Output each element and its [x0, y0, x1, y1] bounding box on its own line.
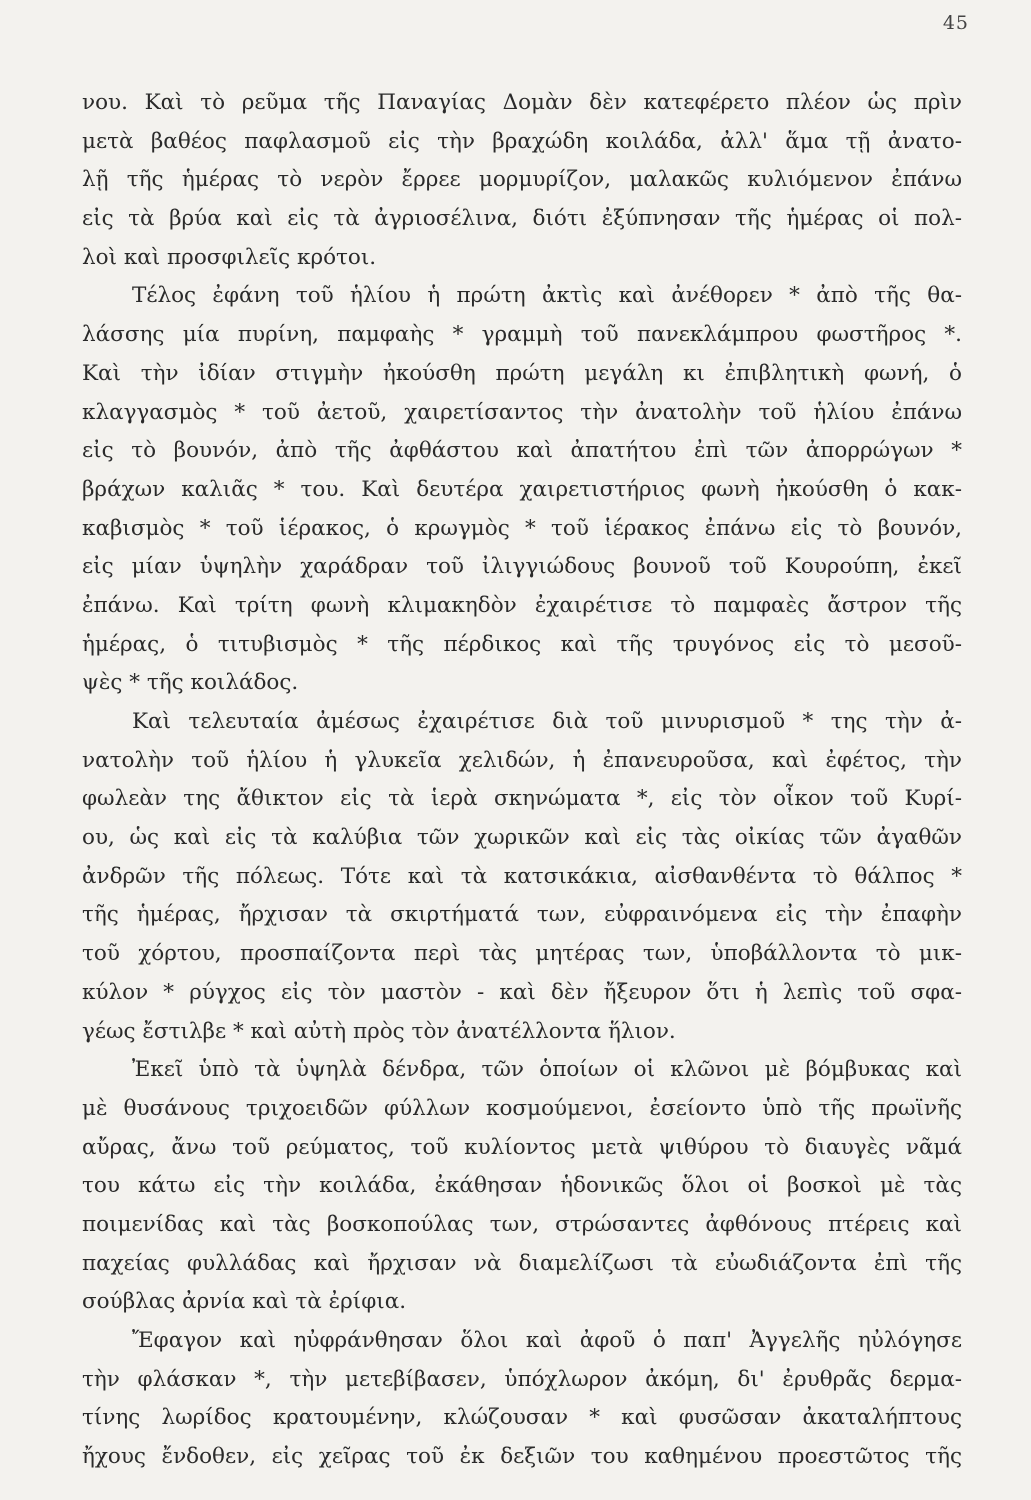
- text-line: γέως ἔστιλβε * καὶ αὐτὴ πρὸς τὸν ἀνατέλλοντα ἥλιον.: [82, 1018, 676, 1044]
- text-line: λῇ τῆς ἡμέρας τὸ νερὸν ἔρρεε μορμυρίζον, μαλακῶς κυλιόμενον ἐπάνω: [82, 167, 962, 193]
- text-line: λοὶ καὶ προσφιλεῖς κρότοι.: [82, 244, 377, 270]
- text-line: ἀνδρῶν τῆς πόλεως. Τότε καὶ τὰ κατσικάκια, αἰσθανθέντα τὸ θάλπος *: [82, 863, 962, 889]
- text-line: ψὲς * τῆς κοιλάδος.: [82, 670, 299, 696]
- text-line: τίνης λωρίδος κρατουμένην, κλώζουσαν * καὶ φυσῶσαν ἀκαταλήπτους: [82, 1405, 962, 1431]
- text-line: κλαγγασμὸς * τοῦ ἀετοῦ, χαιρετίσαντος τὴν ἀνατολὴν τοῦ ἡλίου ἐπάνω: [82, 399, 962, 425]
- text-line: μὲ θυσάνους τριχοειδῶν φύλλων κοσμούμενοι, ἐσείοντο ὑπὸ τῆς πρωϊνῆς: [82, 1095, 962, 1121]
- text-line: παχείας φυλλάδας καὶ ἤρχισαν νὰ διαμελίζωσι τὰ εὐωδιάζοντα ἐπὶ τῆς: [82, 1250, 962, 1276]
- text-line: κύλον * ρύγχος εἰς τὸν μαστὸν - καὶ δὲν ἤξευρον ὅτι ἡ λεπὶς τοῦ σφα-: [82, 979, 962, 1005]
- text-line: Καὶ τὴν ἰδίαν στιγμὴν ἠκούσθη πρώτη μεγάλη κι ἐπιβλητικὴ φωνή, ὁ: [82, 360, 962, 386]
- text-line: τὴν φλάσκαν *, τὴν μετεβίβασεν, ὑπόχλωρον ἀκόμη, δι' ἐρυθρᾶς δερμα-: [82, 1366, 962, 1392]
- body-text: [82, 84, 962, 1477]
- text-line: βράχων καλιᾶς * του. Καὶ δευτέρα χαιρετιστήριος φωνὴ ἠκούσθη ὁ κακ-: [82, 476, 962, 502]
- text-line: τοῦ χόρτου, προσπαίζοντα περὶ τὰς μητέρας των, ὑποβάλλοντα τὸ μικ-: [82, 941, 962, 967]
- text-line: ου, ὡς καὶ εἰς τὰ καλύβια τῶν χωρικῶν καὶ εἰς τὰς οἰκίας τῶν ἀγαθῶν: [82, 825, 962, 851]
- text-line: του κάτω εἰς τὴν κοιλάδα, ἐκάθησαν ἡδονικῶς ὅλοι οἱ βοσκοὶ μὲ τὰς: [82, 1173, 962, 1199]
- text-line: ἤχους ἔνδοθεν, εἰς χεῖρας τοῦ ἐκ δεξιῶν του καθημένου προεστῶτος τῆς: [82, 1444, 962, 1470]
- text-line: νου. Καὶ τὸ ρεῦμα τῆς Παναγίας Δομὰν δὲν κατεφέρετο πλέον ὡς πρὶν: [82, 90, 962, 115]
- text-line: ἡμέρας, ὁ τιτυβισμὸς * τῆς πέρδικος καὶ τῆς τρυγόνος εἰς τὸ μεσοῦ-: [82, 631, 962, 657]
- text-line: Καὶ τελευταία ἀμέσως ἐχαιρέτισε διὰ τοῦ μινυρισμοῦ * της τὴν ἀ-: [132, 709, 962, 734]
- text-line: μετὰ βαθέος παφλασμοῦ εἰς τὴν βραχώδη κοιλάδα, ἀλλ' ἅμα τῇ ἀνατο-: [82, 128, 962, 154]
- text-line: ἐπάνω. Καὶ τρίτη φωνὴ κλιμακηδὸν ἐχαιρέτισε τὸ παμφαὲς ἄστρον τῆς: [82, 592, 962, 618]
- text-line: σούβλας ἀρνία καὶ τὰ ἐρίφια.: [82, 1289, 407, 1315]
- text-line: Ἐκεῖ ὑπὸ τὰ ὑψηλὰ δένδρα, τῶν ὁποίων οἱ κλῶνοι μὲ βόμβυκας καὶ: [132, 1057, 962, 1083]
- text-line: ποιμενίδας καὶ τὰς βοσκοπούλας των, στρώσαντες ἀφθόνους πτέρεις καὶ: [82, 1211, 962, 1237]
- text-line: εἰς τὸ βουνόν, ἀπὸ τῆς ἀφθάστου καὶ ἀπατήτου ἐπὶ τῶν ἀπορρώγων *: [82, 438, 962, 464]
- text-line: λάσσης μία πυρίνη, παμφαὴς * γραμμὴ τοῦ πανεκλάμπρου φωστῆρος *.: [82, 322, 962, 348]
- text-line: νατολὴν τοῦ ἡλίου ἡ γλυκεῖα χελιδών, ἡ ἐπανευροῦσα, καὶ ἐφέτος, τὴν: [82, 747, 962, 773]
- text-line: φωλεὰν της ἄθικτον εἰς τὰ ἱερὰ σκηνώματα *, εἰς τὸν οἶκον τοῦ Κυρί-: [82, 786, 962, 812]
- text-line: Ἔφαγον καὶ ηὐφράνθησαν ὅλοι καὶ ἀφοῦ ὁ παπ' Ἀγγελῆς ηὐλόγησε: [132, 1328, 962, 1353]
- text-line: τῆς ἡμέρας, ἤρχισαν τὰ σκιρτήματά των, εὐφραινόμενα εἰς τὴν ἐπαφὴν: [82, 902, 962, 928]
- text-line: εἰς τὰ βρύα καὶ εἰς τὰ ἀγριοσέλινα, διότι ἐξύπνησαν τῆς ἡμέρας οἱ πολ-: [82, 206, 962, 232]
- text-line: Τέλος ἐφάνη τοῦ ἡλίου ἡ πρώτη ἀκτὶς καὶ ἀνέθορεν * ἀπὸ τῆς θα-: [132, 283, 962, 309]
- text-line: αὔρας, ἄνω τοῦ ρεύματος, τοῦ κυλίοντος μετὰ ψιθύρου τὸ διαυγὲς νᾶμά: [82, 1134, 962, 1160]
- text-line: καβισμὸς * τοῦ ἱέρακος, ὁ κρωγμὸς * τοῦ ἱέρακος ἐπάνω εἰς τὸ βουνόν,: [82, 515, 962, 541]
- text-line: εἰς μίαν ὑψηλὴν χαράδραν τοῦ ἰλιγγιώδους βουνοῦ τοῦ Κουρούπη, ἐκεῖ: [82, 554, 962, 580]
- page-number: 45: [942, 12, 969, 34]
